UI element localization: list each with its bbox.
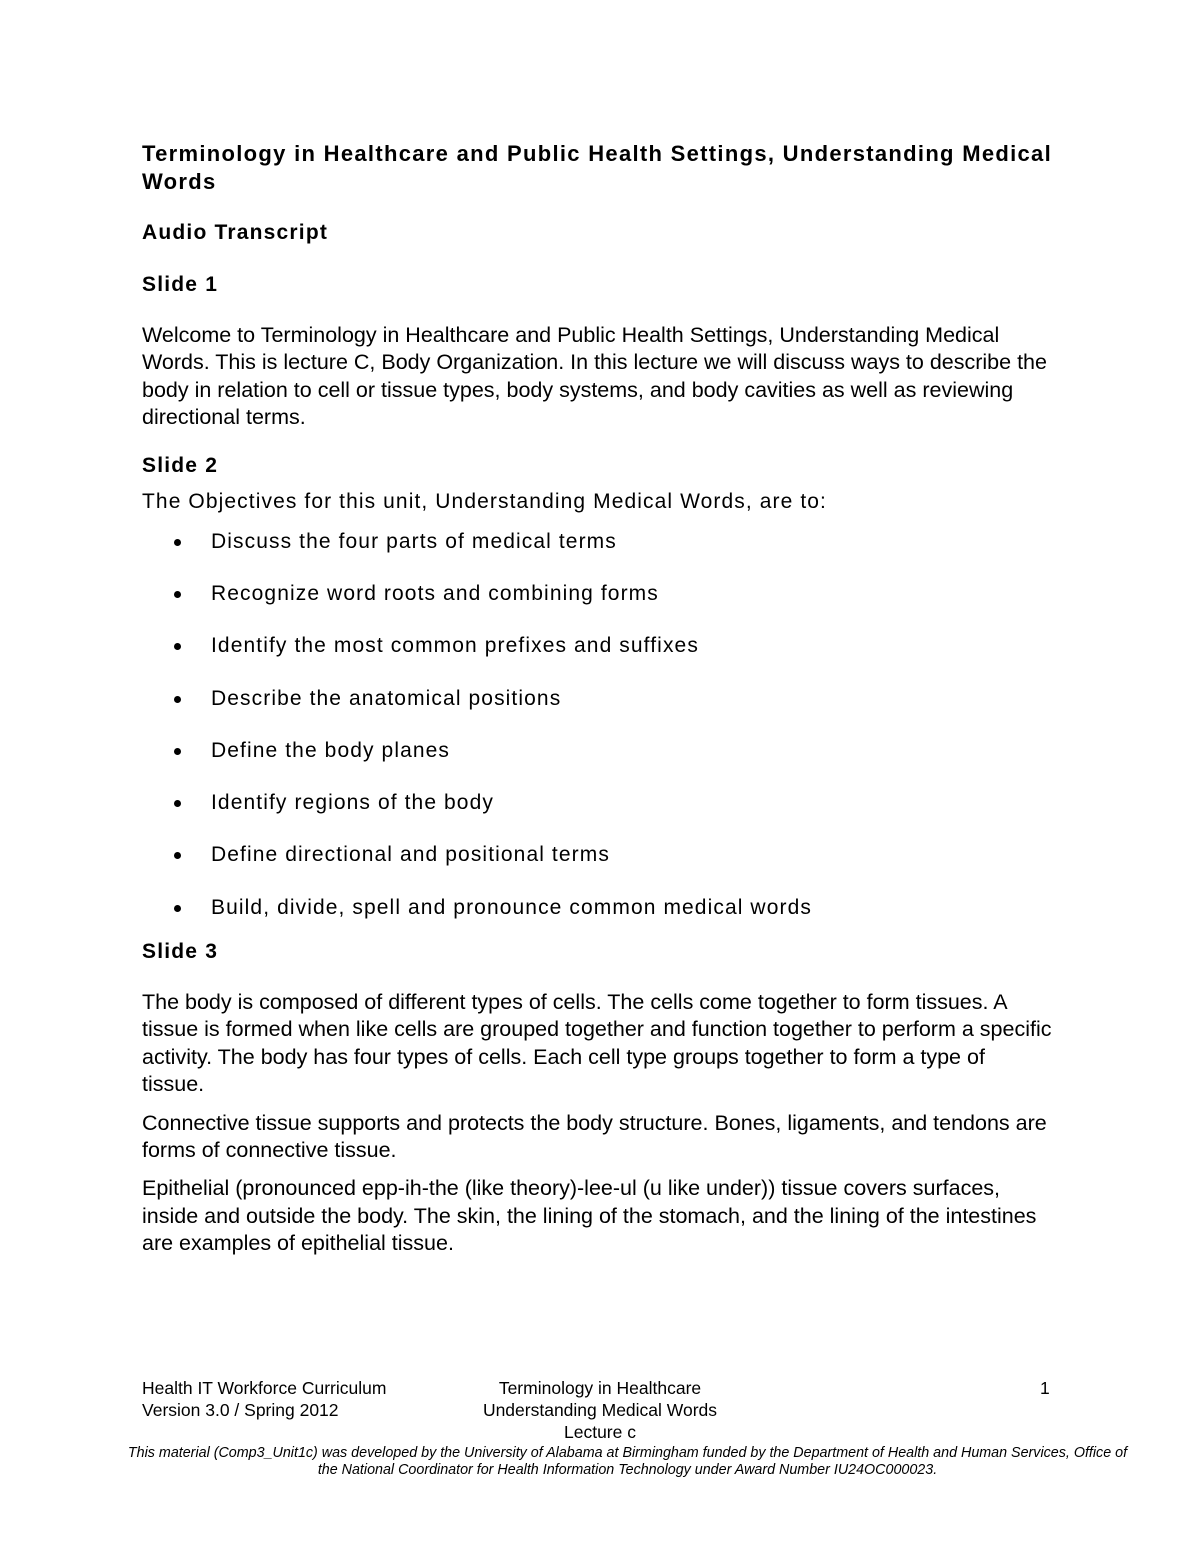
slide-3-heading: Slide 3	[142, 940, 219, 963]
footer-version: Version 3.0 / Spring 2012	[142, 1400, 339, 1420]
bullet-icon	[174, 748, 181, 755]
slide-2-intro: The Objectives for this unit, Understanding Medical Words, are to:	[142, 489, 827, 513]
footer-funding-note: This material (Comp3_Unit1c) was developed by the University of Alabama at Birmingham funded by the Department of Health and Human Services, Office of the National Coordinator for Health Information Technology under Award Number IU24OC000023.	[127, 1445, 1128, 1478]
bullet-icon	[174, 539, 181, 546]
page-number: 1	[1040, 1378, 1050, 1398]
bullet-icon	[174, 696, 181, 703]
list-item-text: Identify regions of the body	[211, 791, 494, 815]
list-item	[142, 841, 1052, 869]
list-item-text: Build, divide, spell and pronounce common medical words	[211, 895, 812, 919]
footer-course: Terminology in Healthcare	[498, 1378, 702, 1398]
list-item	[142, 580, 1052, 608]
list-item	[142, 528, 1052, 556]
footer-center	[450, 1377, 750, 1443]
slide-1-paragraph: Welcome to Terminology in Healthcare and Public Health Settings, Understanding Medical Words. This is lecture C, Body Organization. In this lecture we will discuss ways to describe the body in relation to cell or tissue types, body systems, and body cavities as well as reviewing directional terms.	[142, 323, 1047, 430]
list-item	[142, 632, 1052, 660]
slide-3-paragraph-connective: Connective tissue supports and protects the body structure. Bones, ligaments, and tendons are forms of connective tissue.	[142, 1110, 1047, 1163]
list-item	[142, 685, 1052, 713]
list-item	[142, 737, 1052, 765]
objectives-list	[142, 528, 1052, 922]
bullet-icon	[174, 800, 181, 807]
list-item-text: Define directional and positional terms	[211, 843, 610, 867]
footer-curriculum: Health IT Workforce Curriculum	[142, 1378, 387, 1398]
list-item-text: Discuss the four parts of medical terms	[211, 529, 617, 553]
document-title: Terminology in Healthcare and Public Health Settings, Understanding Medical Words	[142, 141, 1053, 194]
list-item-text: Identify the most common prefixes and suffixes	[211, 634, 699, 658]
bullet-icon	[174, 591, 181, 598]
footer-left	[142, 1377, 386, 1421]
list-item-text: Define the body planes	[211, 738, 451, 762]
footer-lecture: Lecture c	[564, 1422, 636, 1442]
list-item	[142, 789, 1052, 817]
slide-1-heading: Slide 1	[142, 273, 219, 296]
list-item	[142, 894, 1052, 922]
bullet-icon	[174, 643, 181, 650]
footer-unit: Understanding Medical Words	[482, 1400, 718, 1420]
slide-3-paragraph-epithelial: Epithelial (pronounced epp-ih-the (like theory)-lee-ul (u like under)) tissue covers surfaces, inside and outside the body. The skin, the lining of the stomach, and the lining of the intestines are examples of epithelial tissue.	[142, 1176, 1037, 1256]
bullet-icon	[174, 905, 181, 912]
bullet-icon	[174, 852, 181, 859]
slide-2-heading: Slide 2	[142, 453, 219, 477]
document-body	[142, 140, 1052, 1258]
slide-3-paragraph-cells: The body is composed of different types of cells. The cells come together to form tissues. A tissue is formed when like cells are grouped together and function together to perform a specific activity. The body has four types of cells. Each cell type groups together to form a type of tissue.	[142, 990, 1052, 1097]
list-item-text: Recognize word roots and combining forms	[211, 581, 659, 605]
list-item-text: Describe the anatomical positions	[211, 686, 562, 710]
document-subtitle: Audio Transcript	[142, 221, 329, 244]
